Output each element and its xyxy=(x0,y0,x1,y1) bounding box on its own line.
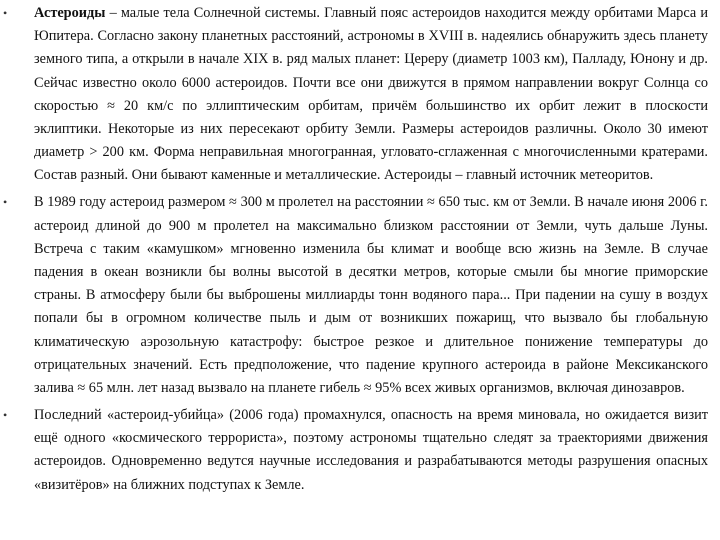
term-asteroids: Астероиды xyxy=(34,5,106,21)
bullet-icon: • xyxy=(3,195,8,210)
list-item xyxy=(0,191,708,400)
bullet-list xyxy=(0,2,708,497)
list-item xyxy=(0,404,708,497)
bullet-icon: • xyxy=(3,408,8,423)
paragraph-text: Последний «астероид-убийца» (2006 года) промахнулся, опасность на время миновала, но ожидается визит ещё одного «космического террориста», поэтому астрономы тщательно следят за траекториями движения астероидов. Одновременно ведутся научные исследования и разрабатываются методы разрушения опасных «визитёров» на ближних подступах к Земле. xyxy=(34,407,708,493)
bullet-icon: • xyxy=(3,6,8,20)
paragraph-text: В 1989 году астероид размером ≈ 300 м пролетел на расстоянии ≈ 650 тыс. км от Земли. В начале июня 2006 г. астероид длиной до 900 м пролетел на максимально близком расстоянии от Земли, чуть дальше Луны. Встреча с таким «камушком» мгновенно изменила бы климат и вообще всю жизнь на Земле. В случае падения в океан возникли бы волны высотой в десятки метров, которые смыли бы многие приморские страны. В атмосферу были бы выброшены миллиарды тонн водяного пара... При падении на сушу в воздух попали бы в огромном количестве пыль и дым от возникших пожарищ, что вызвало бы глобальную климатическую аэрозольную катастрофу: быстрое резкое и длительное понижение температуры до отрицательных значений. Есть предположение, что падение крупного астероида в районе Мексиканского залива ≈ 65 млн. лет назад вызвало на планете гибель ≈ 95% всех живых организмов, включая динозавров. xyxy=(34,194,708,397)
list-item xyxy=(0,2,708,188)
paragraph-text: – малые тела Солнечной системы. Главный пояс астероидов находится между орбитами Марса и Юпитера. Согласно закону планетных расстояний, астрономы в XVIII в. надеялись обнаружить здесь планету земного типа, а открыли в начале XIX в. ряд малых планет: Цереру (диаметр 1003 км), Палладу, Юнону и др. Сейчас известно около 6000 астероидов. Почти все они движутся в прямом направлении вокруг Солнца со скоростью ≈ 20 км/с по эллиптическим орбитам, причём большинство их орбит лежит в плоскости эклиптики. Некоторые из них пересекают орбиту Земли. Размеры астероидов различны. Около 30 имеют диаметр > 200 км. Форма неправильная многогранная, угловато-сглаженная с многочисленными кратерами. Состав разный. Они бывают каменные и металлические. Астероиды – главный источник метеоритов. xyxy=(34,5,708,184)
